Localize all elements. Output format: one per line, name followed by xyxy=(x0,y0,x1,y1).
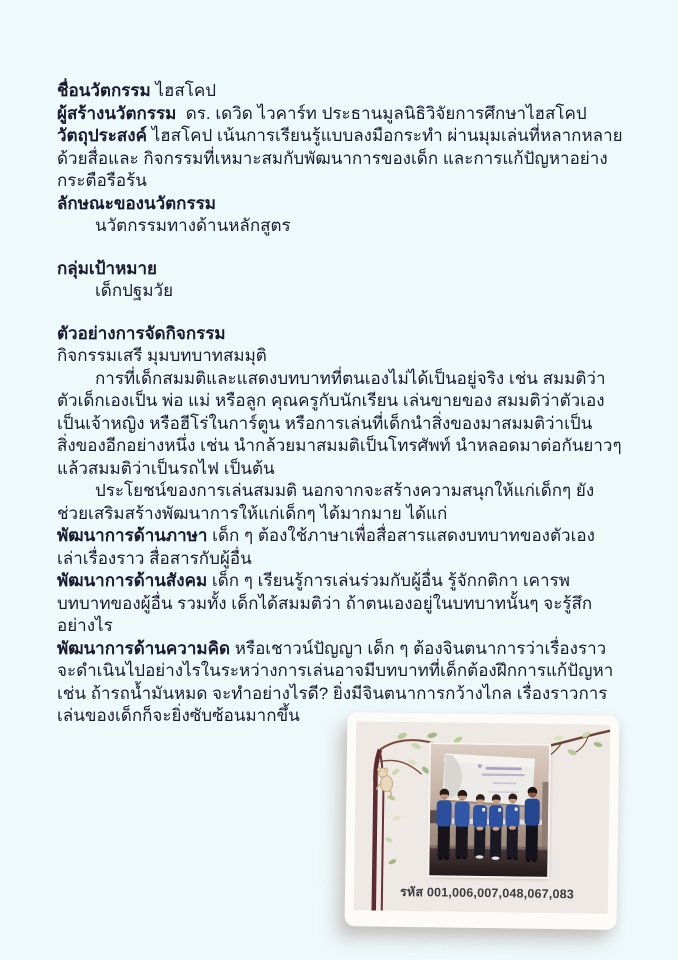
field-value: ไฮสโคป xyxy=(155,81,217,100)
photo-caption: รหัส 001,006,007,048,067,083 xyxy=(399,884,575,902)
activity-paragraph: การที่เด็กสมมติและแสดงบทบาทที่ตนเองไม่ได้เป็นอยู่จริง เช่น สมมติว่าตัวเด็กเองเป็น พ่อ แม่ หรือลูก คุณครูกับนักเรียน เล่นขายของ สมมติว่าตัวเองเป็นเจ้าหญิง หรือฮีโร่ในการ์ตูน หรือการเล่นที่เด็กนำสิ่งของมาสมมติว่าเป็นสิ่งของอีกอย่างหนึ่ง เช่น นำกล้วยมาสมมติเป็นโทรศัพท์ นำหลอดมาต่อกันยาวๆแล้วสมมติว่าเป็นรถไฟ เป็นต้น xyxy=(57,368,622,478)
field-label: วัตถุประสงค์ xyxy=(57,126,147,145)
section-heading: ลักษณะของนวัตกรรม xyxy=(57,193,216,213)
section-body: นวัตกรรมทางด้านหลักสูตร xyxy=(95,216,291,235)
photo-mat xyxy=(354,721,611,914)
animal-on-trunk xyxy=(376,768,392,798)
activity-subheading: กิจกรรมเสรี มุมบทบาทสมมุติ xyxy=(57,346,267,365)
benefit-text: เด็ก ๆ ต้องใช้ภาษาเพื่อสื่อสารแสดงบทบาทของตัวเอง เล่าเรื่องราว สื่อสารกับผู้อื่น xyxy=(57,526,595,568)
field-value: ไฮสโคป เน้นการเรียนรู้แบบลงมือกระทำ ผ่านมุมเล่นที่หลากหลาย ด้วยสื่อและ กิจกรรมที่เหมาะสมกับพัฒนาการของเด็ก และการแก้ปัญหาอย่างกระตือรือร้น xyxy=(57,126,623,190)
field-label: ชื่อนวัตกรรม xyxy=(57,81,151,100)
section-heading: กลุ่มเป้าหมาย xyxy=(57,258,157,278)
field-objective xyxy=(57,125,623,193)
photo-frame xyxy=(345,712,620,930)
section-target-group xyxy=(57,258,623,303)
section-characteristics xyxy=(57,193,623,238)
activity-paragraph: ประโยชน์ของการเล่นสมมติ นอกจากจะสร้างความสนุกให้แก่เด็กๆ ยังช่วยเสริมสร้างพัฒนาการให้แก่เด็กๆ ได้มากมาย ได้แก่ xyxy=(57,481,595,523)
field-innovation-name xyxy=(57,80,623,103)
section-activity-example xyxy=(57,323,623,728)
benefit-label: พัฒนาการด้านความคิด xyxy=(57,638,230,658)
benefit-label: พัฒนาการด้านสังคม xyxy=(57,571,208,590)
group-photo-scene xyxy=(429,744,549,877)
benefit-text: หรือเชาวน์ปัญญา เด็ก ๆ ต้องจินตนาการว่าเรื่องราวจะดำเนินไปอย่างไรในระหว่างการเล่นอาจมีบทบาทที่เด็กต้องฝึกการแก้ปัญหา เช่น ถ้ารถน้ำมันหมด จะทำอย่างไรดี? ยิ่งมีจินตนาการกว้างไกล เรื่องราวการเล่นของเด็กก็จะยิ่งซับซ้อนมากขึ้น xyxy=(57,638,614,725)
activity-heading: ตัวอย่างการจัดกิจกรรม xyxy=(57,323,226,343)
field-label: ผู้สร้างนวัตกรรม xyxy=(57,103,177,123)
field-innovation-creator xyxy=(57,103,623,126)
benefit-social xyxy=(57,570,623,638)
group-photo xyxy=(429,744,549,877)
document-body xyxy=(57,80,623,728)
benefit-text: เด็ก ๆ เรียนรู้การเล่นร่วมกับผู้อื่น รู้จักกติกา เคารพบทบาทของผู้อื่น รวมทั้ง เด็กได้สมมติว่า ถ้าตนเองอยู่ในบทบาทนั้นๆ จะรู้สึกอย่างไร xyxy=(57,571,593,635)
benefit-label: พัฒนาการด้านภาษา xyxy=(57,526,208,545)
field-value: ดร. เดวิด ไวคาร์ท ประธานมูลนิธิวิจัยการศึกษาไฮสโคป xyxy=(185,103,587,123)
section-body: เด็กปฐมวัย xyxy=(95,281,174,300)
benefit-language xyxy=(57,525,623,570)
